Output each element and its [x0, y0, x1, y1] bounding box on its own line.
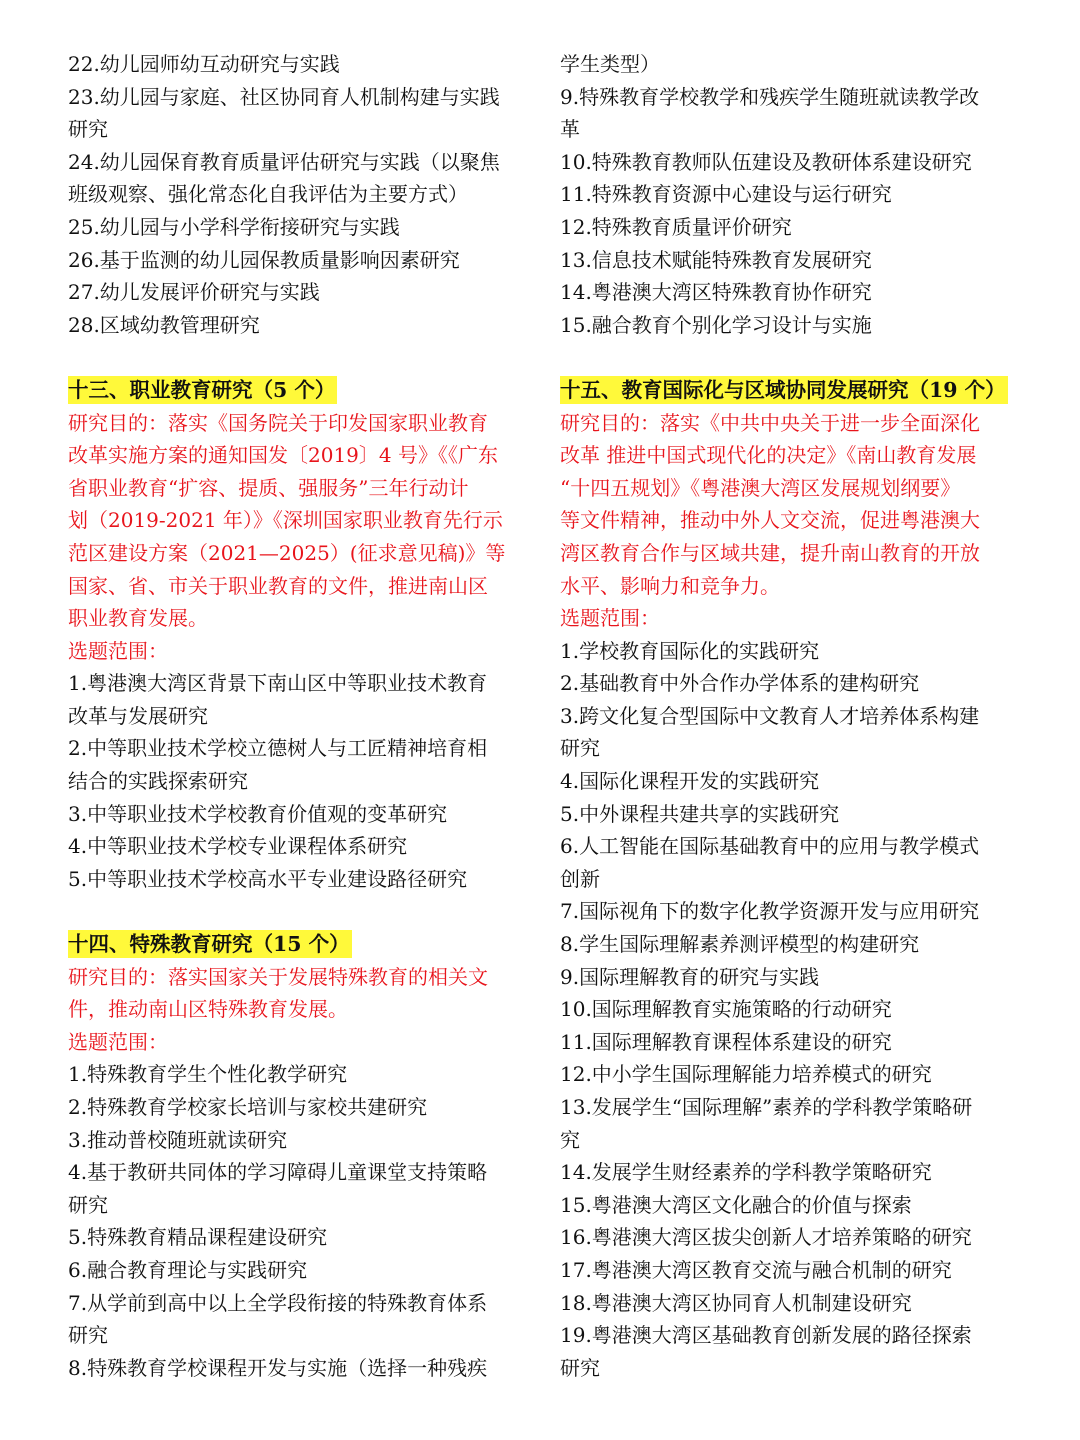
topic-list-line: 17.粤港澳大湾区教育交流与融合机制的研究: [560, 1257, 952, 1282]
section-spacer: [560, 341, 1020, 374]
topic-list-line: 班级观察、强化常态化自我评估为主要方式）: [68, 182, 468, 207]
topic-list-line: 2.特殊教育学校家长培训与家校共建研究: [68, 1095, 428, 1119]
research-purpose-line: 职业教育发展。: [68, 606, 208, 631]
topic-list-line: 15.融合教育个别化学习设计与实施: [560, 312, 872, 337]
topic-list-line: 6.人工智能在国际基础教育中的应用与教学模式: [560, 834, 980, 859]
research-purpose-line: 省职业教育“扩容、提质、强服务”三年行动计: [68, 475, 469, 500]
topic-list-line: 12.中小学生国际理解能力培养模式的研究: [560, 1062, 932, 1087]
section-heading: [68, 374, 524, 407]
research-purpose-line: 选题范围：: [68, 1029, 168, 1054]
research-purpose-line: 研究目的：落实《中共中央关于进一步全面深化: [560, 410, 980, 435]
topic-list-line: 2.基础教育中外合作办学体系的建构研究: [560, 671, 920, 696]
right-column: [560, 48, 1020, 1384]
topic-list-line: 1.学校教育国际化的实践研究: [560, 638, 820, 663]
section-spacer: [68, 895, 524, 928]
topic-list-line: 研究: [560, 1355, 600, 1380]
topic-list-line: 23.幼儿园与家庭、社区协同育人机制构建与实践: [68, 84, 500, 109]
topic-list-line: 16.粤港澳大湾区拔尖创新人才培养策略的研究: [560, 1225, 972, 1250]
research-purpose-line: 改革 推进中国式现代化的决定》《南山教育发展: [560, 443, 977, 468]
research-purpose-line: 研究目的：落实国家关于发展特殊教育的相关文: [68, 964, 488, 989]
research-purpose-line: 选题范围：: [68, 638, 168, 663]
topic-list-line: 9.国际理解教育的研究与实践: [560, 964, 820, 989]
topic-list-line: 研究: [68, 1192, 108, 1217]
topic-list-line: 10.国际理解教育实施策略的行动研究: [560, 997, 892, 1022]
topic-list-line: 创新: [560, 866, 600, 891]
topic-list-line: 19.粤港澳大湾区基础教育创新发展的路径探索: [560, 1323, 972, 1348]
topic-list-line: 究: [560, 1127, 580, 1152]
topic-list-line: 22.幼儿园师幼互动研究与实践: [68, 52, 340, 76]
highlighted-heading-text: 十四、特殊教育研究（15 个）: [68, 932, 350, 957]
topic-list-line: 6.融合教育理论与实践研究: [68, 1257, 308, 1282]
topic-list-line: 4.基于教研共同体的学习障碍儿童课堂支持策略: [68, 1160, 488, 1185]
left-column: [68, 48, 524, 1384]
topic-list-line: 改革与发展研究: [68, 703, 208, 728]
topic-list-line: 8.学生国际理解素养测评模型的构建研究: [560, 932, 920, 957]
topic-list-line: 25.幼儿园与小学科学衔接研究与实践: [68, 214, 400, 239]
research-purpose-line: 件，推动南山区特殊教育发展。: [68, 997, 348, 1022]
topic-list-line: 3.跨文化复合型国际中文教育人才培养体系构建: [560, 703, 980, 728]
section-heading: [68, 928, 524, 961]
research-purpose-line: 划（2019-2021 年）》《深圳国家职业教育先行示: [68, 508, 503, 533]
topic-list-line: 2.中等职业技术学校立德树人与工匠精神培育相: [68, 736, 488, 761]
research-purpose-line: “十四五规划》《粤港澳大湾区发展规划纲要》: [560, 475, 961, 500]
topic-list-line: 13.发展学生“国际理解”素养的学科教学策略研: [560, 1095, 973, 1119]
topic-list-line: 研究: [560, 736, 600, 761]
section-heading: [560, 374, 1020, 407]
topic-list-line: 5.特殊教育精品课程建设研究: [68, 1225, 328, 1250]
topic-list-line: 9.特殊教育学校教学和残疾学生随班就读教学改: [560, 84, 980, 109]
topic-list-line: 18.粤港澳大湾区协同育人机制建设研究: [560, 1290, 912, 1315]
topic-list-line: 4.中等职业技术学校专业课程体系研究: [68, 834, 408, 859]
topic-list-line: 8.特殊教育学校课程开发与实施（选择一种残疾: [68, 1355, 488, 1380]
topic-list-line: 5.中等职业技术学校高水平专业建设路径研究: [68, 866, 468, 891]
topic-list-line: 11.国际理解教育课程体系建设的研究: [560, 1029, 892, 1054]
topic-list-line: 4.国际化课程开发的实践研究: [560, 769, 820, 794]
topic-list-line: 26.基于监测的幼儿园保教质量影响因素研究: [68, 247, 460, 272]
topic-list-line: 10.特殊教育教师队伍建设及教研体系建设研究: [560, 149, 972, 174]
topic-list-line: 3.中等职业技术学校教育价值观的变革研究: [68, 801, 448, 826]
topic-list-line: 14.发展学生财经素养的学科教学策略研究: [560, 1160, 932, 1185]
topic-list-line: 学生类型）: [560, 52, 660, 76]
topic-list-line: 7.从学前到高中以上全学段衔接的特殊教育体系: [68, 1290, 488, 1315]
topic-list-line: 27.幼儿发展评价研究与实践: [68, 280, 320, 305]
research-purpose-line: 湾区教育合作与区域共建，提升南山教育的开放: [560, 540, 980, 565]
topic-list-line: 11.特殊教育资源中心建设与运行研究: [560, 182, 892, 207]
research-purpose-line: 国家、省、市关于职业教育的文件，推进南山区: [68, 573, 488, 598]
topic-list-line: 15.粤港澳大湾区文化融合的价值与探索: [560, 1192, 912, 1217]
research-purpose-line: 选题范围：: [560, 606, 660, 631]
topic-list-line: 12.特殊教育质量评价研究: [560, 214, 792, 239]
topic-list-line: 7.国际视角下的数字化教学资源开发与应用研究: [560, 899, 980, 924]
topic-list-line: 革: [560, 117, 580, 142]
research-purpose-line: 范区建设方案（2021—2025）(征求意见稿)》等: [68, 540, 506, 565]
topic-list-line: 13.信息技术赋能特殊教育发展研究: [560, 247, 872, 272]
research-purpose-line: 研究目的：落实《国务院关于印发国家职业教育: [68, 410, 488, 435]
topic-list-line: 研究: [68, 117, 108, 142]
highlighted-heading-text: 十五、教育国际化与区域协同发展研究（19 个）: [560, 377, 1006, 402]
highlighted-heading-text: 十三、职业教育研究（5 个）: [68, 377, 336, 402]
topic-list-line: 14.粤港澳大湾区特殊教育协作研究: [560, 280, 872, 305]
topic-list-line: 1.粤港澳大湾区背景下南山区中等职业技术教育: [68, 671, 488, 696]
research-purpose-line: 水平、影响力和竞争力。: [560, 573, 780, 598]
topic-list-line: 24.幼儿园保育教育质量评估研究与实践（以聚焦: [68, 149, 500, 174]
topic-list-line: 结合的实践探索研究: [68, 769, 248, 794]
section-spacer: [68, 341, 524, 374]
topic-list-line: 5.中外课程共建共享的实践研究: [560, 801, 840, 826]
topic-list-line: 1.特殊教育学生个性化教学研究: [68, 1062, 348, 1087]
research-purpose-line: 改革实施方案的通知国发〔2019〕4 号》《《广东: [68, 443, 498, 468]
topic-list-line: 28.区域幼教管理研究: [68, 312, 260, 337]
topic-list-line: 研究: [68, 1323, 108, 1348]
topic-list-line: 3.推动普校随班就读研究: [68, 1127, 288, 1152]
research-purpose-line: 等文件精神，推动中外人文交流，促进粤港澳大: [560, 508, 980, 533]
